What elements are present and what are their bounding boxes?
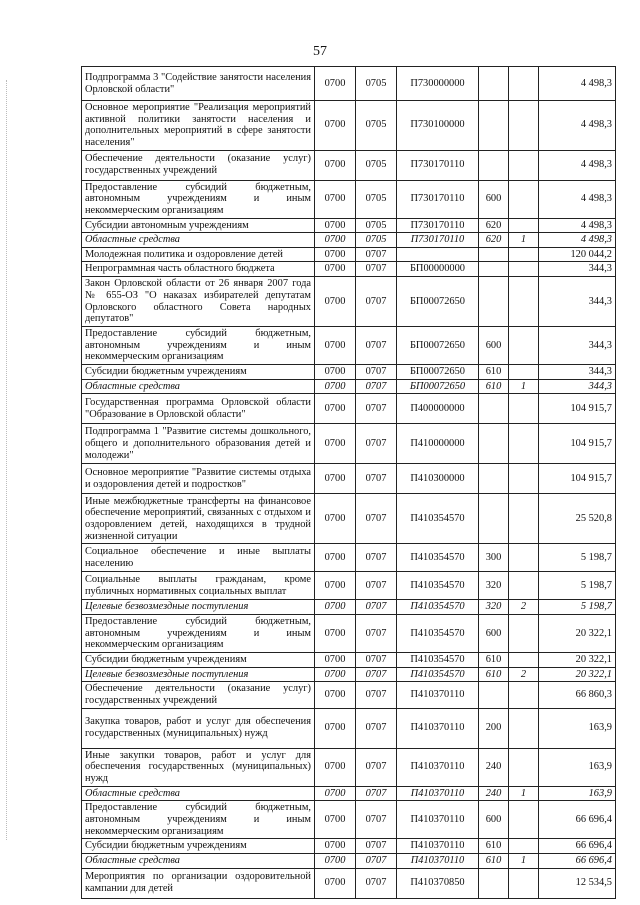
funding-source-cell xyxy=(509,801,539,839)
table-row xyxy=(82,180,616,218)
subsection-code-cell: 0707 xyxy=(356,839,397,854)
subsection-code-cell: 0707 xyxy=(356,544,397,572)
subsection-code-cell: 0707 xyxy=(356,708,397,748)
table-row xyxy=(82,853,616,868)
expense-type-cell: 300 xyxy=(479,544,509,572)
section-code-cell: 0700 xyxy=(315,868,356,898)
row-name-cell: Целевые безвозмездные поступления xyxy=(82,600,315,615)
target-article-cell: П410354570 xyxy=(397,572,479,600)
section-code-cell: 0700 xyxy=(315,682,356,708)
row-name-cell: Иные межбюджетные трансферты на финансовое обеспечение мероприятий, связанных с отдыхом и оздоровлением детей, находящихся в трудной жизненной ситуации xyxy=(82,494,315,544)
amount-cell: 66 696,4 xyxy=(539,801,616,839)
section-code-cell: 0700 xyxy=(315,327,356,365)
target-article-cell: П410370110 xyxy=(397,682,479,708)
funding-source-cell xyxy=(509,708,539,748)
amount-cell: 4 498,3 xyxy=(539,218,616,233)
funding-source-cell: 2 xyxy=(509,600,539,615)
funding-source-cell xyxy=(509,150,539,180)
target-article-cell: П730100000 xyxy=(397,101,479,151)
row-name-cell: Субсидии бюджетным учреждениям xyxy=(82,839,315,854)
row-name-cell: Подпрограмма 1 "Развитие системы дошкольного, общего и дополнительного образования детей и молодежи" xyxy=(82,424,315,464)
subsection-code-cell: 0707 xyxy=(356,277,397,327)
table-row xyxy=(82,365,616,380)
target-article-cell: П730170110 xyxy=(397,180,479,218)
subsection-code-cell: 0705 xyxy=(356,180,397,218)
expense-type-cell: 600 xyxy=(479,180,509,218)
table-row xyxy=(82,839,616,854)
amount-cell: 4 498,3 xyxy=(539,150,616,180)
target-article-cell: П730170110 xyxy=(397,150,479,180)
funding-source-cell: 1 xyxy=(509,853,539,868)
table-row xyxy=(82,379,616,394)
section-code-cell: 0700 xyxy=(315,853,356,868)
target-article-cell: П410354570 xyxy=(397,544,479,572)
table-row xyxy=(82,277,616,327)
section-code-cell: 0700 xyxy=(315,801,356,839)
row-name-cell: Субсидии бюджетным учреждениям xyxy=(82,653,315,668)
funding-source-cell xyxy=(509,277,539,327)
funding-source-cell xyxy=(509,218,539,233)
amount-cell: 163,9 xyxy=(539,786,616,801)
funding-source-cell: 1 xyxy=(509,786,539,801)
target-article-cell: П730170110 xyxy=(397,218,479,233)
row-name-cell: Областные средства xyxy=(82,233,315,248)
subsection-code-cell: 0705 xyxy=(356,150,397,180)
table-row xyxy=(82,247,616,262)
budget-table xyxy=(81,66,616,899)
row-name-cell: Предоставление субсидий бюджетным, автономным учреждениям и иным некоммерческим организациям xyxy=(82,615,315,653)
amount-cell: 120 044,2 xyxy=(539,247,616,262)
table-row xyxy=(82,464,616,494)
table-row xyxy=(82,67,616,101)
section-code-cell: 0700 xyxy=(315,748,356,786)
target-article-cell: П410370850 xyxy=(397,868,479,898)
amount-cell: 4 498,3 xyxy=(539,101,616,151)
target-article-cell: П410370110 xyxy=(397,853,479,868)
expense-type-cell xyxy=(479,277,509,327)
expense-type-cell: 200 xyxy=(479,708,509,748)
funding-source-cell xyxy=(509,464,539,494)
row-name-cell: Иные закупки товаров, работ и услуг для обеспечения государственных (муниципальных) нужд xyxy=(82,748,315,786)
target-article-cell: П410370110 xyxy=(397,839,479,854)
amount-cell: 344,3 xyxy=(539,379,616,394)
table-row xyxy=(82,653,616,668)
funding-source-cell xyxy=(509,394,539,424)
scan-edge-marks xyxy=(6,80,9,840)
subsection-code-cell: 0707 xyxy=(356,379,397,394)
target-article-cell: П400000000 xyxy=(397,394,479,424)
row-name-cell: Областные средства xyxy=(82,853,315,868)
amount-cell: 20 322,1 xyxy=(539,653,616,668)
funding-source-cell xyxy=(509,327,539,365)
section-code-cell: 0700 xyxy=(315,101,356,151)
amount-cell: 66 860,3 xyxy=(539,682,616,708)
amount-cell: 12 534,5 xyxy=(539,868,616,898)
expense-type-cell xyxy=(479,494,509,544)
target-article-cell: БП00072650 xyxy=(397,277,479,327)
amount-cell: 344,3 xyxy=(539,365,616,380)
table-row xyxy=(82,544,616,572)
funding-source-cell xyxy=(509,682,539,708)
expense-type-cell: 610 xyxy=(479,853,509,868)
funding-source-cell: 2 xyxy=(509,667,539,682)
subsection-code-cell: 0707 xyxy=(356,786,397,801)
subsection-code-cell: 0705 xyxy=(356,101,397,151)
funding-source-cell: 1 xyxy=(509,233,539,248)
row-name-cell: Социальное обеспечение и иные выплаты населению xyxy=(82,544,315,572)
expense-type-cell xyxy=(479,868,509,898)
funding-source-cell xyxy=(509,365,539,380)
subsection-code-cell: 0707 xyxy=(356,801,397,839)
section-code-cell: 0700 xyxy=(315,667,356,682)
expense-type-cell: 320 xyxy=(479,600,509,615)
table-row xyxy=(82,708,616,748)
amount-cell: 344,3 xyxy=(539,327,616,365)
section-code-cell: 0700 xyxy=(315,262,356,277)
section-code-cell: 0700 xyxy=(315,67,356,101)
expense-type-cell: 600 xyxy=(479,327,509,365)
table-row xyxy=(82,150,616,180)
section-code-cell: 0700 xyxy=(315,394,356,424)
expense-type-cell: 600 xyxy=(479,615,509,653)
amount-cell: 5 198,7 xyxy=(539,572,616,600)
target-article-cell: П410000000 xyxy=(397,424,479,464)
target-article-cell: БП00072650 xyxy=(397,379,479,394)
funding-source-cell xyxy=(509,572,539,600)
page-number: 57 xyxy=(313,44,327,59)
row-name-cell: Областные средства xyxy=(82,379,315,394)
amount-cell: 104 915,7 xyxy=(539,464,616,494)
subsection-code-cell: 0707 xyxy=(356,667,397,682)
section-code-cell: 0700 xyxy=(315,708,356,748)
row-name-cell: Основное мероприятие "Развитие системы отдыха и оздоровления детей и подростков" xyxy=(82,464,315,494)
funding-source-cell: 1 xyxy=(509,379,539,394)
expense-type-cell xyxy=(479,424,509,464)
target-article-cell: П410354570 xyxy=(397,653,479,668)
expense-type-cell: 600 xyxy=(479,801,509,839)
funding-source-cell xyxy=(509,544,539,572)
amount-cell: 5 198,7 xyxy=(539,600,616,615)
subsection-code-cell: 0707 xyxy=(356,424,397,464)
section-code-cell: 0700 xyxy=(315,180,356,218)
row-name-cell: Областные средства xyxy=(82,786,315,801)
expense-type-cell: 240 xyxy=(479,786,509,801)
row-name-cell: Молодежная политика и оздоровление детей xyxy=(82,247,315,262)
subsection-code-cell: 0705 xyxy=(356,233,397,248)
expense-type-cell xyxy=(479,101,509,151)
table-row xyxy=(82,615,616,653)
amount-cell: 344,3 xyxy=(539,262,616,277)
amount-cell: 344,3 xyxy=(539,277,616,327)
subsection-code-cell: 0705 xyxy=(356,67,397,101)
target-article-cell: П410354570 xyxy=(397,600,479,615)
section-code-cell: 0700 xyxy=(315,615,356,653)
expense-type-cell: 610 xyxy=(479,365,509,380)
target-article-cell: П410354570 xyxy=(397,667,479,682)
section-code-cell: 0700 xyxy=(315,424,356,464)
section-code-cell: 0700 xyxy=(315,247,356,262)
expense-type-cell xyxy=(479,394,509,424)
row-name-cell: Социальные выплаты гражданам, кроме публичных нормативных социальных выплат xyxy=(82,572,315,600)
target-article-cell: П410370110 xyxy=(397,748,479,786)
table-row xyxy=(82,494,616,544)
expense-type-cell: 320 xyxy=(479,572,509,600)
amount-cell: 4 498,3 xyxy=(539,233,616,248)
row-name-cell: Государственная программа Орловской области "Образование в Орловской области" xyxy=(82,394,315,424)
subsection-code-cell: 0707 xyxy=(356,494,397,544)
funding-source-cell xyxy=(509,748,539,786)
subsection-code-cell: 0707 xyxy=(356,247,397,262)
section-code-cell: 0700 xyxy=(315,544,356,572)
subsection-code-cell: 0705 xyxy=(356,218,397,233)
table-row xyxy=(82,101,616,151)
subsection-code-cell: 0707 xyxy=(356,853,397,868)
table-row xyxy=(82,233,616,248)
funding-source-cell xyxy=(509,262,539,277)
section-code-cell: 0700 xyxy=(315,653,356,668)
target-article-cell: БП00000000 xyxy=(397,262,479,277)
table-row xyxy=(82,262,616,277)
row-name-cell: Предоставление субсидий бюджетным, автономным учреждениям и иным некоммерческим организациям xyxy=(82,327,315,365)
table-row xyxy=(82,801,616,839)
amount-cell: 163,9 xyxy=(539,708,616,748)
table-row xyxy=(82,748,616,786)
target-article-cell: П410300000 xyxy=(397,464,479,494)
table-row xyxy=(82,394,616,424)
amount-cell: 20 322,1 xyxy=(539,615,616,653)
expense-type-cell xyxy=(479,464,509,494)
row-name-cell: Предоставление субсидий бюджетным, автономным учреждениям и иным некоммерческим организациям xyxy=(82,801,315,839)
funding-source-cell xyxy=(509,180,539,218)
amount-cell: 104 915,7 xyxy=(539,394,616,424)
amount-cell: 163,9 xyxy=(539,748,616,786)
expense-type-cell: 620 xyxy=(479,233,509,248)
subsection-code-cell: 0707 xyxy=(356,572,397,600)
table-row xyxy=(82,424,616,464)
expense-type-cell: 620 xyxy=(479,218,509,233)
expense-type-cell: 240 xyxy=(479,748,509,786)
section-code-cell: 0700 xyxy=(315,233,356,248)
section-code-cell: 0700 xyxy=(315,379,356,394)
funding-source-cell xyxy=(509,839,539,854)
subsection-code-cell: 0707 xyxy=(356,682,397,708)
row-name-cell: Субсидии бюджетным учреждениям xyxy=(82,365,315,380)
subsection-code-cell: 0707 xyxy=(356,615,397,653)
funding-source-cell xyxy=(509,868,539,898)
table-row xyxy=(82,667,616,682)
amount-cell: 20 322,1 xyxy=(539,667,616,682)
section-code-cell: 0700 xyxy=(315,365,356,380)
subsection-code-cell: 0707 xyxy=(356,394,397,424)
funding-source-cell xyxy=(509,247,539,262)
section-code-cell: 0700 xyxy=(315,464,356,494)
table-row xyxy=(82,600,616,615)
section-code-cell: 0700 xyxy=(315,600,356,615)
target-article-cell: П410370110 xyxy=(397,801,479,839)
target-article-cell: БП00072650 xyxy=(397,365,479,380)
table-row xyxy=(82,682,616,708)
funding-source-cell xyxy=(509,615,539,653)
row-name-cell: Непрограммная часть областного бюджета xyxy=(82,262,315,277)
expense-type-cell: 610 xyxy=(479,839,509,854)
target-article-cell: П410354570 xyxy=(397,615,479,653)
subsection-code-cell: 0707 xyxy=(356,600,397,615)
funding-source-cell xyxy=(509,653,539,668)
funding-source-cell xyxy=(509,101,539,151)
row-name-cell: Субсидии автономным учреждениям xyxy=(82,218,315,233)
section-code-cell: 0700 xyxy=(315,218,356,233)
section-code-cell: 0700 xyxy=(315,839,356,854)
row-name-cell: Предоставление субсидий бюджетным, автономным учреждениям и иным некоммерческим организациям xyxy=(82,180,315,218)
amount-cell: 66 696,4 xyxy=(539,853,616,868)
expense-type-cell xyxy=(479,67,509,101)
amount-cell: 4 498,3 xyxy=(539,67,616,101)
row-name-cell: Обеспечение деятельности (оказание услуг) государственных учреждений xyxy=(82,682,315,708)
expense-type-cell xyxy=(479,150,509,180)
row-name-cell: Закупка товаров, работ и услуг для обеспечения государственных (муниципальных) нужд xyxy=(82,708,315,748)
expense-type-cell: 610 xyxy=(479,653,509,668)
target-article-cell xyxy=(397,247,479,262)
amount-cell: 25 520,8 xyxy=(539,494,616,544)
target-article-cell: П730170110 xyxy=(397,233,479,248)
expense-type-cell xyxy=(479,682,509,708)
table-row xyxy=(82,218,616,233)
expense-type-cell: 610 xyxy=(479,379,509,394)
subsection-code-cell: 0707 xyxy=(356,464,397,494)
section-code-cell: 0700 xyxy=(315,277,356,327)
section-code-cell: 0700 xyxy=(315,494,356,544)
target-article-cell: П410354570 xyxy=(397,494,479,544)
section-code-cell: 0700 xyxy=(315,786,356,801)
funding-source-cell xyxy=(509,494,539,544)
amount-cell: 104 915,7 xyxy=(539,424,616,464)
section-code-cell: 0700 xyxy=(315,572,356,600)
target-article-cell: П410370110 xyxy=(397,708,479,748)
target-article-cell: П410370110 xyxy=(397,786,479,801)
subsection-code-cell: 0707 xyxy=(356,262,397,277)
row-name-cell: Закон Орловской области от 26 января 2007 года № 655-ОЗ "О наказах избирателей депутатам Орловского областного Совета народных депутатов" xyxy=(82,277,315,327)
target-article-cell: БП00072650 xyxy=(397,327,479,365)
table-row xyxy=(82,572,616,600)
subsection-code-cell: 0707 xyxy=(356,365,397,380)
target-article-cell: П730000000 xyxy=(397,67,479,101)
subsection-code-cell: 0707 xyxy=(356,868,397,898)
expense-type-cell: 610 xyxy=(479,667,509,682)
row-name-cell: Мероприятия по организации оздоровительной кампании для детей xyxy=(82,868,315,898)
amount-cell: 66 696,4 xyxy=(539,839,616,854)
table-row xyxy=(82,327,616,365)
amount-cell: 5 198,7 xyxy=(539,544,616,572)
table-row xyxy=(82,868,616,898)
section-code-cell: 0700 xyxy=(315,150,356,180)
table-row xyxy=(82,786,616,801)
row-name-cell: Целевые безвозмездные поступления xyxy=(82,667,315,682)
subsection-code-cell: 0707 xyxy=(356,327,397,365)
subsection-code-cell: 0707 xyxy=(356,653,397,668)
expense-type-cell xyxy=(479,262,509,277)
funding-source-cell xyxy=(509,67,539,101)
row-name-cell: Основное мероприятие "Реализация мероприятий активной политики занятости населения и дополнительных мероприятий в сфере занятости населения" xyxy=(82,101,315,151)
row-name-cell: Подпрограмма 3 "Содействие занятости населения Орловской области" xyxy=(82,67,315,101)
row-name-cell: Обеспечение деятельности (оказание услуг) государственных учреждений xyxy=(82,150,315,180)
amount-cell: 4 498,3 xyxy=(539,180,616,218)
funding-source-cell xyxy=(509,424,539,464)
subsection-code-cell: 0707 xyxy=(356,748,397,786)
expense-type-cell xyxy=(479,247,509,262)
